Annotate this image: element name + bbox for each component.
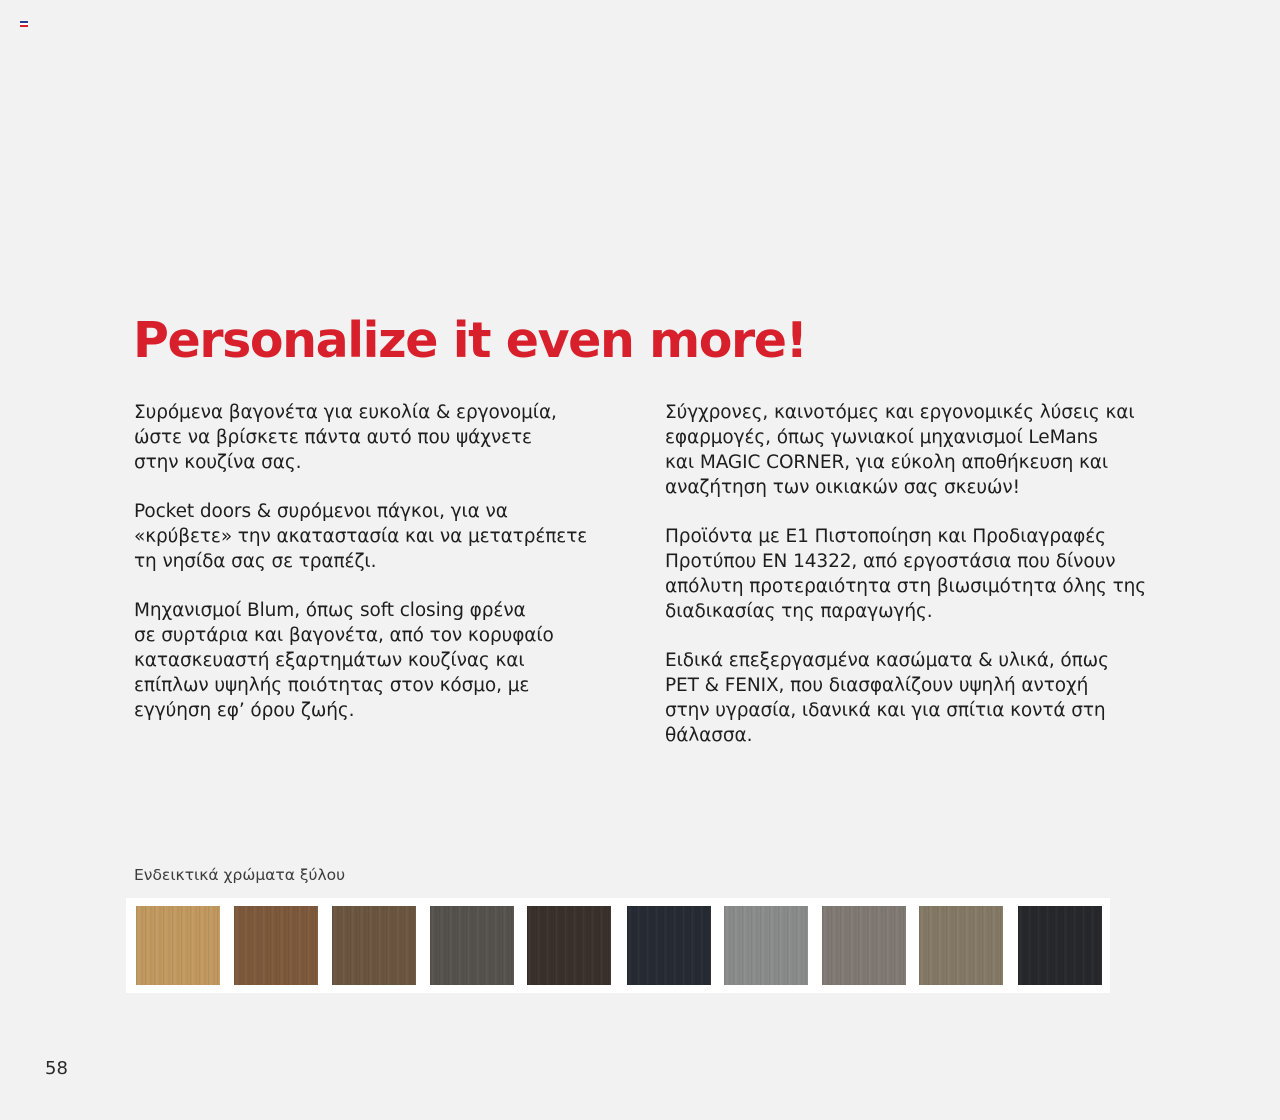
wood-swatch-7 — [724, 906, 808, 985]
right-text-column — [665, 400, 1175, 772]
corner-mark — [20, 21, 28, 27]
wood-colors-caption: Ενδεικτικά χρώματα ξύλου — [134, 866, 346, 884]
wood-swatch-1 — [136, 906, 220, 985]
wood-swatch-4 — [430, 906, 514, 985]
wood-color-swatches — [126, 898, 1110, 993]
paragraph-pocket-doors: Pocket doors & συρόμενοι πάγκοι, για να «κρύβετε» την ακαταστασία και να μετατρέπετε τη νησίδα σας σε τραπέζι. — [134, 501, 588, 572]
paragraph-sliding-trolleys: Συρόμενα βαγονέτα για ευκολία & εργονομία, ώστε να βρίσκετε πάντα αυτό που ψάχνετε στην κουζίνα σας. — [134, 402, 557, 473]
wood-swatch-3 — [332, 906, 416, 985]
page-number: 58 — [45, 1058, 68, 1079]
wood-swatch-6 — [627, 906, 711, 985]
page-title: Personalize it even more! — [133, 312, 807, 369]
paragraph-corner-solutions: Σύγχρονες, καινοτόμες και εργονομικές λύσεις και εφαρμογές, όπως γωνιακοί μηχανισμοί LeMans και MAGIC CORNER, για εύκολη αποθήκευση και αναζήτηση των οικιακών σας σκευών! — [665, 402, 1135, 498]
paragraph-blum-mechanisms: Μηχανισμοί Blum, όπως soft closing φρένα σε συρτάρια και βαγονέτα, από τον κορυφαίο κατασκευαστή εξαρτημάτων κουζίνας και επίπλων υψηλής ποιότητας στον κόσμο, με εγγύηση εφ’ όρου ζωής. — [134, 600, 554, 721]
wood-swatch-9 — [919, 906, 1003, 985]
paragraph-e1-certification: Προϊόντα με Ε1 Πιστοποίηση και Προδιαγραφές Προτύπου EN 14322, από εργοστάσια που δίνουν απόλυτη προτεραιότητα στη βιωσιμότητα όλης της διαδικασίας της παραγωγής. — [665, 526, 1147, 622]
wood-swatch-5 — [527, 906, 611, 985]
paragraph-special-materials: Ειδικά επεξεργασμένα κασώματα & υλικά, όπως PET & FENIX, που διασφαλίζουν υψηλή αντοχή στην υγρασία, ιδανικά και για σπίτια κοντά στη θάλασσα. — [665, 650, 1109, 746]
corner-mark-stripe-red — [20, 25, 28, 27]
wood-swatch-10 — [1018, 906, 1102, 985]
wood-swatch-8 — [822, 906, 906, 985]
left-text-column — [134, 400, 624, 747]
wood-swatch-2 — [234, 906, 318, 985]
